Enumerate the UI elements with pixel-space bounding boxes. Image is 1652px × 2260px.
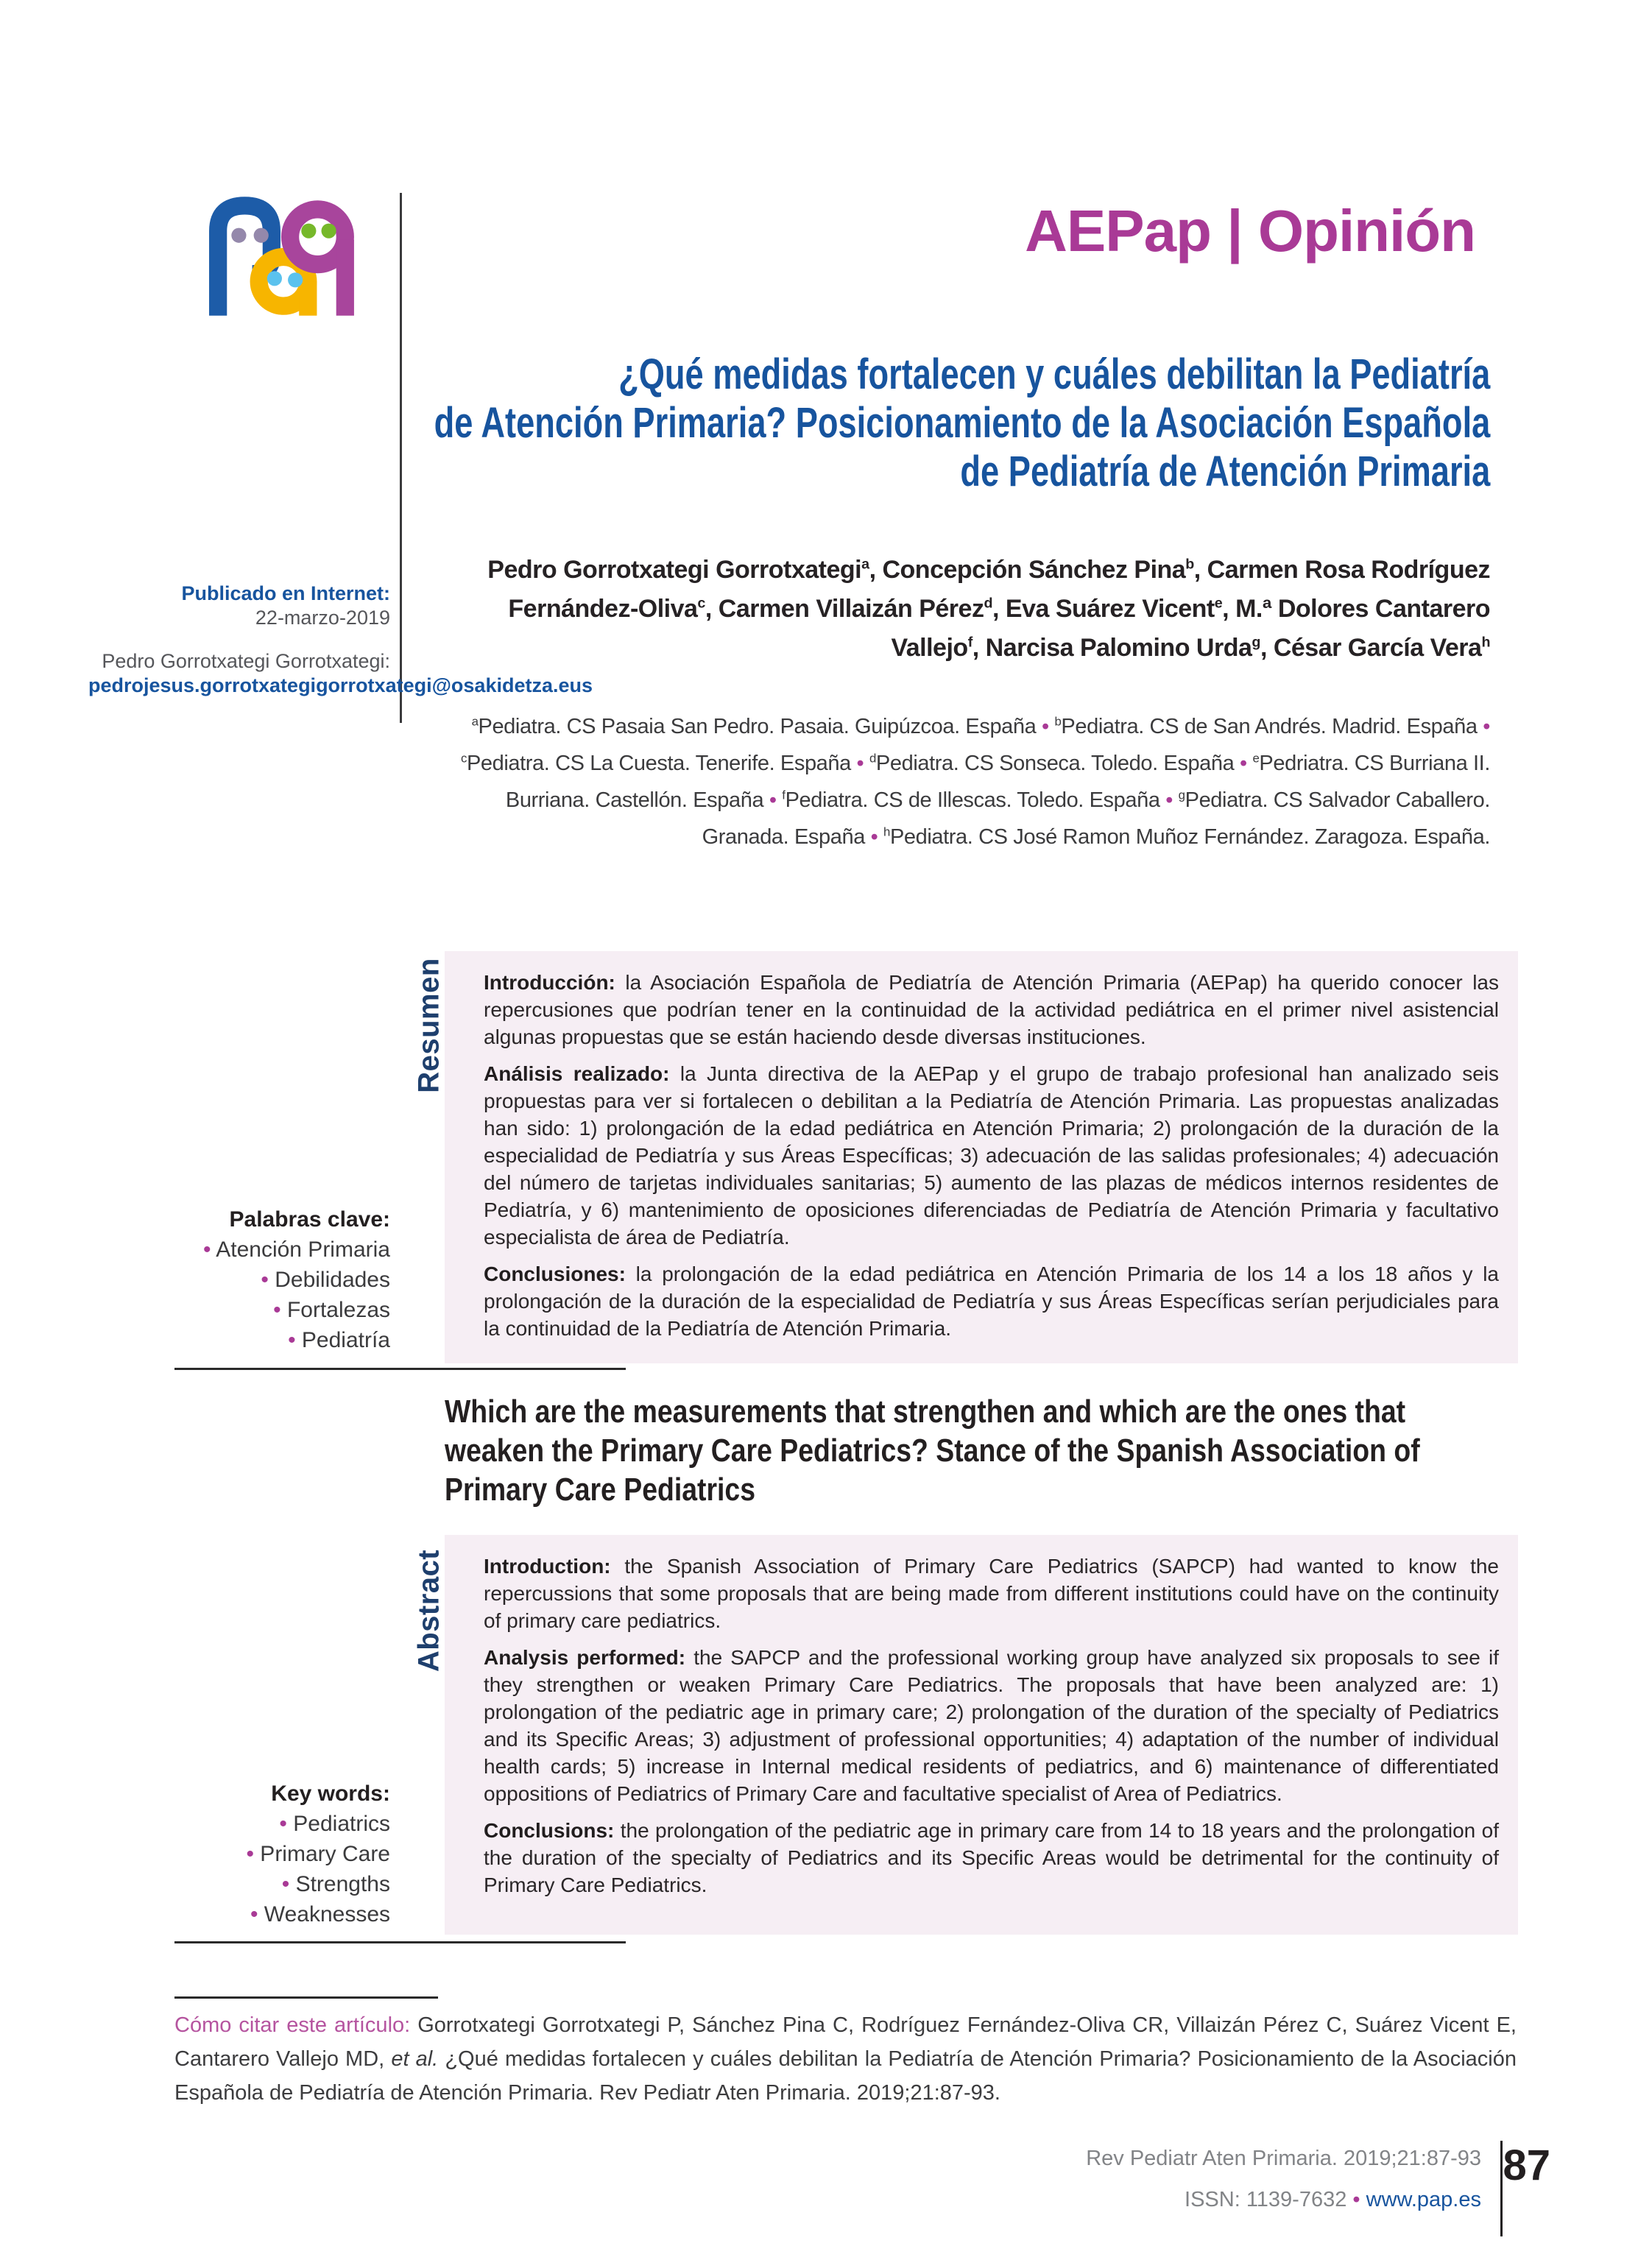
logo-eye-green-right [322,224,336,239]
divider-before-citation [174,1996,438,1999]
logo-eye-blue-right [288,272,303,287]
footer-reference-block [1086,2138,1481,2220]
logo-eye-purple-left [231,228,246,243]
abstract-rotated-label: Abstract [412,1549,445,1673]
article-title-en: Which are the measurements that strengthen and which are the ones that weaken the Primary Care Pediatrics? Stance of the Spanish Association of Primary Care Pediatrics [445,1394,1420,1508]
palabras-clave-block [88,1204,390,1355]
divider-after-spanish-keywords [174,1368,626,1370]
published-block [88,582,593,698]
published-label: Publicado en Internet: [181,582,390,604]
contact-email-line2: osakidetza.eus [451,674,593,696]
logo-eye-purple-right [254,228,269,243]
footer-bullet: • [1352,2188,1360,2211]
authors-line: Pedro Gorrotxategi Gorrotxategi$^a$, Concepción Sánchez Pina$^b$, Carmen Rosa Rodríguez Fernández-Oliva$^c$, Carmen Villaizán Pérez$^d$, Eva Suárez Vicent$^e$, M.ª Dolores Cantarero Vallejo$^f$, Narcisa Palomino Urda$^g$, César García Vera$^h$ [487,556,1490,662]
resumen-box: Introducción: la Asociación Española de Pediatría de Atención Primaria (AEPap) ha querido conocer las repercusiones que podrían tener en la continuidad de la actividad pediátrica en el primer nivel asistencial algunas propuestas que se están haciendo desde diversas instituciones. Análisis realizado: la Junta directiva de la AEPap y el grupo de trabajo profesional han analizado seis propuestas para ver si fortalecen o debilitan a la Pediatría de Atención Primaria. Las propuestas analizadas han sido: 1) prolongación de la edad pediátrica en Atención Primaria; 2) prolongación de la duración de la especialidad de Pediatría y sus Áreas Específicas; 3) adecuación de las salidas profesionales; 4) adecuación del número de tarjetas individuales sanitarias; 5) aumento de las plazas de médicos internos residentes de Pediatría, y 6) mantenimiento de oposiciones diferenciadas de Pediatría de Atención Primaria y facultativo especialista de área de Pediatría. Conclusiones: la prolongación de la edad pediátrica en Atención Primaria de los 14 a los 18 años y la prolongación de la duración de la especialidad de Pediatría y sus Áreas Específicas serían perjudiciales para la continuidad de la Pediatría de Atención Primaria. [445,951,1518,1363]
palabras-clave-items: • Atención Primaria • Debilidades • Fortalezas • Pediatría [203,1237,390,1352]
contact-name: Pedro Gorrotxategi Gorrotxategi: [102,650,390,672]
key-words-label: Key words: [271,1781,390,1806]
footer-issn: ISSN: 1139-7632 [1185,2188,1347,2211]
aepap-logo [206,196,359,317]
header-vertical-rule [400,193,402,723]
published-date: 22-marzo-2019 [255,607,390,629]
logo-eye-blue-left [267,271,282,286]
key-words-block [88,1779,390,1929]
divider-after-english-keywords [174,1941,626,1943]
abstract-box: Introduction: the Spanish Association of Primary Care Pediatrics (SAPCP) had wanted to know the repercussions that some proposals that are being made from different institutions could have on the continuity of primary care pediatrics. Analysis performed: the SAPCP and the professional working group have analyzed six proposals to see if they strengthen or weaken Primary Care Pediatrics. The proposals that have been analyzed are: 1) prolongation of the pediatric age in primary care; 2) prolongation of the duration of the specialty of Pediatrics and its Specific Areas; 3) adjustment of professional opportunities; 4) adaptation of the number of individual health cards; 5) increase in Internal medical residents of pediatrics, and 6) maintenance of differentiated oppositions of Pediatrics of Primary Care and facultative specialist of Area of Pediatrics. Conclusions: the prolongation of the pediatric age in primary care from 14 to 18 years and the prolongation of the duration of the specialty of Pediatrics and its Specific Areas would be detrimental for the continuity of Primary Care Pediatrics. [445,1535,1518,1935]
key-words-items: • Pediatrics • Primary Care • Strengths • Weaknesses [246,1812,390,1927]
article-title-es: ¿Qué medidas fortalecen y cuáles debilitan la Pediatría de Atención Primaria? Posicionamiento de la Asociación Española de Pediatría de Atención Primaria [434,350,1490,495]
footer-issn-line [1086,2179,1481,2220]
spacer [88,630,390,649]
resumen-rotated-label: Resumen [412,958,445,1093]
footer-journal-ref: Rev Pediatr Aten Primaria. 2019;21:87-93 [1086,2147,1481,2170]
how-to-cite-paragraph: Cómo citar este artículo: Gorrotxategi Gorrotxategi P, Sánchez Pina C, Rodríguez Fernández-Oliva CR, Villaizán Pérez C, Suárez Vicent E, Cantarero Vallejo MD, et al. ¿Qué medidas fortalecen y cuáles debilitan la Pediatría de Atención Primaria? Posicionamiento de la Asociación Española de Pediatría de Atención Primaria. Rev Pediatr Aten Primaria. 2019;21:87-93. [174,2013,1517,2105]
page-number: 87 [1503,2141,1550,2189]
logo-eye-green-left [301,224,316,239]
footer-website-link[interactable]: www.pap.es [1366,2188,1481,2211]
affiliations: $^a$Pediatra. CS Pasaia San Pedro. Pasaia. Guipúzcoa. España • $^b$Pediatra. CS de San Andrés. Madrid. España • $^c$Pediatra. CS La Cuesta. Tenerife. España • $^d$Pediatra. CS Sonseca. Toledo. España • $^e$Pedriatra. CS Burriana II. Burriana. Castellón. España • $^f$Pediatra. CS de Illescas. Toledo. España • $^g$Pediatra. CS Salvador Caballero. Granada. España • $^h$Pediatra. CS José Ramon Muñoz Fernández. Zaragoza. España. [460,714,1490,849]
palabras-clave-label: Palabras clave: [229,1207,390,1232]
contact-email-link[interactable] [88,674,593,698]
journal-section-title: AEPap | Opinión [1025,198,1475,264]
contact-email-line1: pedrojesus.gorrotxategigorrotxategi@ [88,674,451,696]
